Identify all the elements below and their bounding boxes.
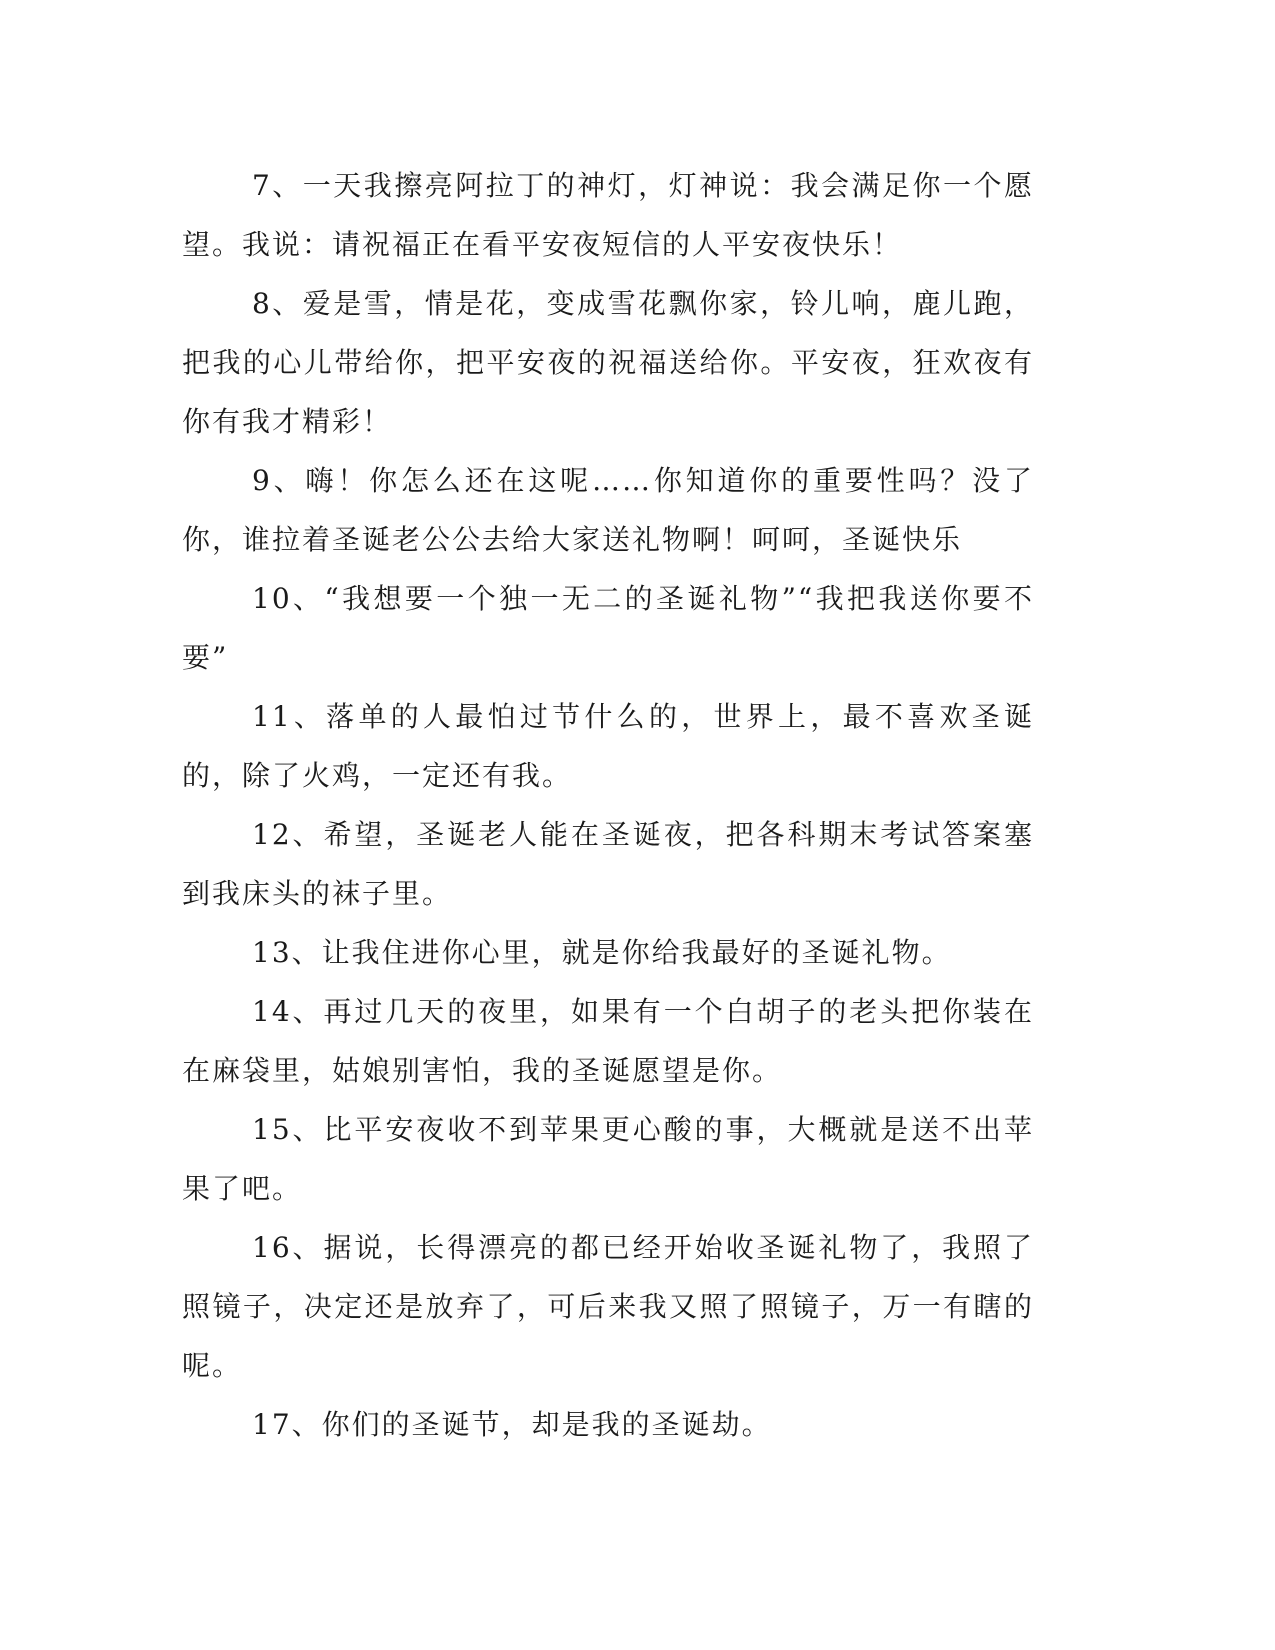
paragraph-16: 16、据说，长得漂亮的都已经开始收圣诞礼物了，我照了照镜子，决定还是放弃了，可后来我又照了照镜子，万一有瞎的呢。 bbox=[182, 1231, 1034, 1382]
paragraph-11: 11、落单的人最怕过节什么的，世界上，最不喜欢圣诞的，除了火鸡，一定还有我。 bbox=[182, 700, 1034, 792]
paragraph-15: 15、比平安夜收不到苹果更心酸的事，大概就是送不出苹果了吧。 bbox=[182, 1113, 1034, 1205]
document-body bbox=[182, 156, 1034, 1454]
paragraph-7: 7、一天我擦亮阿拉丁的神灯，灯神说：我会满足你一个愿望。我说：请祝福正在看平安夜短信的人平安夜快乐！ bbox=[182, 169, 1034, 261]
paragraph-8: 8、爱是雪，情是花，变成雪花飘你家，铃儿响，鹿儿跑，把我的心儿带给你，把平安夜的祝福送给你。平安夜，狂欢夜有你有我才精彩！ bbox=[182, 287, 1034, 438]
paragraph-12: 12、希望，圣诞老人能在圣诞夜，把各科期末考试答案塞到我床头的袜子里。 bbox=[182, 818, 1034, 910]
paragraph-10: 10、“我想要一个独一无二的圣诞礼物”“我把我送你要不要” bbox=[182, 582, 1034, 674]
paragraph-9: 9、嗨！你怎么还在这呢……你知道你的重要性吗？没了你，谁拉着圣诞老公公去给大家送礼物啊！呵呵，圣诞快乐 bbox=[182, 464, 1034, 556]
paragraph-17: 17、你们的圣诞节，却是我的圣诞劫。 bbox=[252, 1408, 772, 1441]
paragraph-13: 13、让我住进你心里，就是你给我最好的圣诞礼物。 bbox=[252, 936, 952, 969]
paragraph-14: 14、再过几天的夜里，如果有一个白胡子的老头把你装在在麻袋里，姑娘别害怕，我的圣诞愿望是你。 bbox=[182, 995, 1034, 1087]
